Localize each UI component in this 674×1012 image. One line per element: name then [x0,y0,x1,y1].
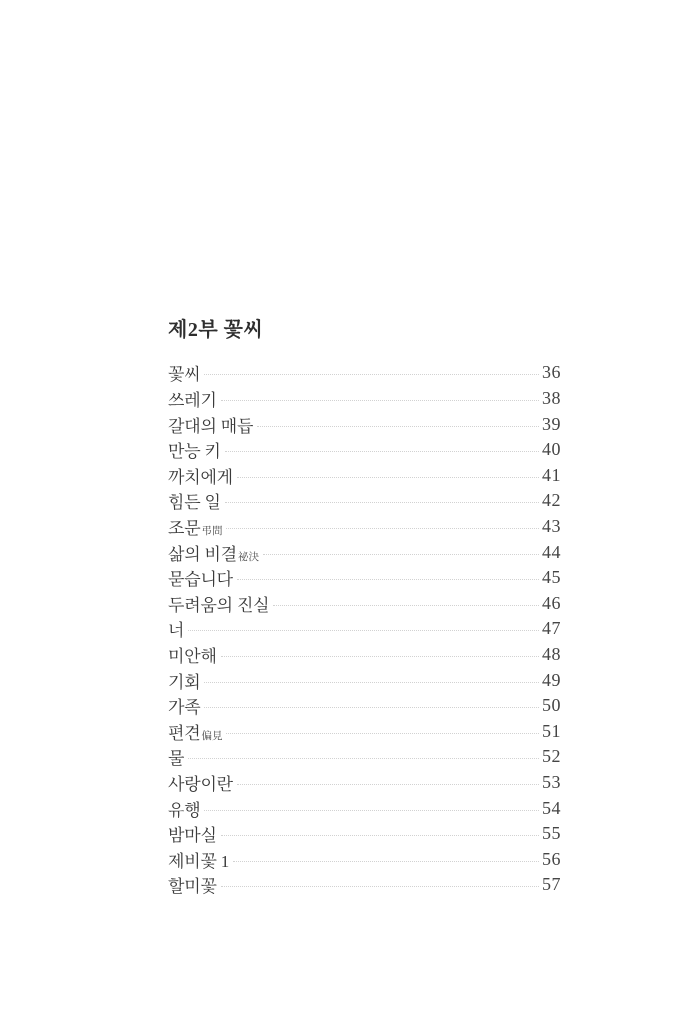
toc-entry-title-text: 쓰레기 [168,390,217,410]
toc-entry-title-text: 삶의 비결 [168,544,237,564]
toc-entry-title [168,668,200,693]
toc-entry-title-text: 만능 키 [168,442,221,462]
toc-entry-title-text: 사랑이란 [168,775,233,795]
toc-entry [168,590,561,616]
toc-entry-page: 53 [542,772,561,793]
toc-entry-title-text: 너 [168,621,185,641]
toc-entry-title-text: 미안해 [168,647,217,666]
toc-entry-title-text: 꽃씨 [168,365,201,385]
toc-entry-page: 38 [542,387,561,408]
toc-entry [168,667,561,693]
toc-entry-page: 39 [542,413,561,434]
leader-dots [204,374,539,375]
leader-dots [204,682,539,683]
leader-dots [237,579,539,580]
toc-entry-title-text: 밤마실 [168,826,217,846]
toc-entry-title-text: 편견 [168,723,201,743]
leader-dots [225,502,539,503]
toc-entry [168,847,561,873]
leader-dots [226,528,539,529]
leader-dots [221,835,539,836]
toc-entry [168,539,561,565]
toc-entry-title [168,412,253,437]
toc-entry-title-text: 힘든 일 [168,493,221,513]
toc-entry [168,360,561,386]
toc-entry-page: 57 [542,874,561,895]
toc-entry-title [168,386,217,411]
toc-entry-title [168,847,229,872]
toc-entry [168,462,561,488]
toc-entry-title [168,514,222,539]
toc-entry-title [168,719,222,744]
toc-entry [168,821,561,847]
toc-entry-title [168,821,217,846]
toc-entry-title-text: 조문 [168,518,201,538]
toc-entry [168,437,561,463]
toc-entry-title [168,642,217,667]
toc-entry-title-text: 기회 [168,672,201,692]
toc-entry-page: 49 [542,669,561,690]
toc-entry-title [168,744,184,769]
toc-entry [168,411,561,437]
toc-entry-title [168,616,184,641]
toc-entry [168,616,561,642]
leader-dots [221,886,539,887]
toc-entry-page: 42 [542,490,561,511]
toc-entry-title-text: 갈대의 매듭 [168,416,254,436]
toc-entry-page: 48 [542,644,561,664]
leader-dots [188,630,539,631]
toc-entry-title [168,463,233,488]
toc-entry [168,795,561,821]
leader-dots [237,784,539,785]
toc-entry-title-text: 두려움의 진실 [168,595,270,615]
toc-entry [168,719,561,745]
toc-entry [168,872,561,898]
leader-dots [273,605,539,606]
toc-entry [168,642,561,668]
toc-entry-title [168,360,200,385]
toc-entry-hanja: 偏見 [201,730,223,742]
toc-entry-title-text: 제비꽃 1 [168,851,230,871]
leader-dots [204,810,539,811]
leader-dots [221,656,539,657]
toc-entry [168,488,561,514]
toc-entry-page: 41 [542,464,561,485]
leader-dots [225,451,539,452]
toc-entry-title [168,437,221,462]
toc-entry-page: 47 [542,618,561,639]
toc-entry-title-text: 묻습니다 [168,570,233,590]
leader-dots [237,477,539,478]
toc-entry-title-text: 할미꽃 [168,877,217,897]
toc-entry [168,744,561,770]
toc-entry-title [168,540,259,565]
toc-entry-title-text: 까치에게 [168,467,233,487]
leader-dots [233,861,539,862]
toc-entry-title-text: 물 [168,749,185,769]
leader-dots [204,707,539,708]
toc-entry-page: 43 [542,515,561,536]
leader-dots [188,758,539,759]
toc-entry-title [168,770,233,795]
toc-entry [168,514,561,540]
toc-entry-page: 44 [542,541,561,562]
toc-entry [168,770,561,796]
toc-entry-page: 56 [542,848,561,869]
leader-dots [263,554,539,555]
toc-entry-page: 36 [542,362,561,383]
toc-entry-title [168,565,233,590]
toc-entry-page: 51 [542,720,561,741]
toc-entry-page: 46 [542,592,561,613]
toc-entry-title-text: 가족 [168,698,201,718]
toc-entry-title [168,591,269,616]
section-title: 제2부 꽃씨 [168,319,264,342]
toc-list [168,360,561,898]
toc-entry-title [168,488,221,513]
toc-entry-title-text: 유행 [168,800,201,820]
toc-entry [168,693,561,719]
toc-entry-page: 54 [542,797,561,818]
toc-entry-page: 52 [542,746,561,767]
leader-dots [221,400,539,401]
leader-dots [226,733,539,734]
toc-entry-hanja: 祕決 [237,551,259,563]
toc-entry-hanja: 弔問 [201,525,223,537]
toc-entry-page: 40 [542,439,561,460]
toc-entry-page: 55 [542,823,561,844]
toc-entry-title [168,693,200,718]
toc-entry [168,565,561,591]
toc-entry-page: 50 [542,695,561,716]
toc-entry-title [168,872,217,897]
toc-entry-title [168,796,200,821]
toc-entry-page: 45 [542,567,561,588]
leader-dots [257,426,539,427]
toc-entry [168,386,561,412]
